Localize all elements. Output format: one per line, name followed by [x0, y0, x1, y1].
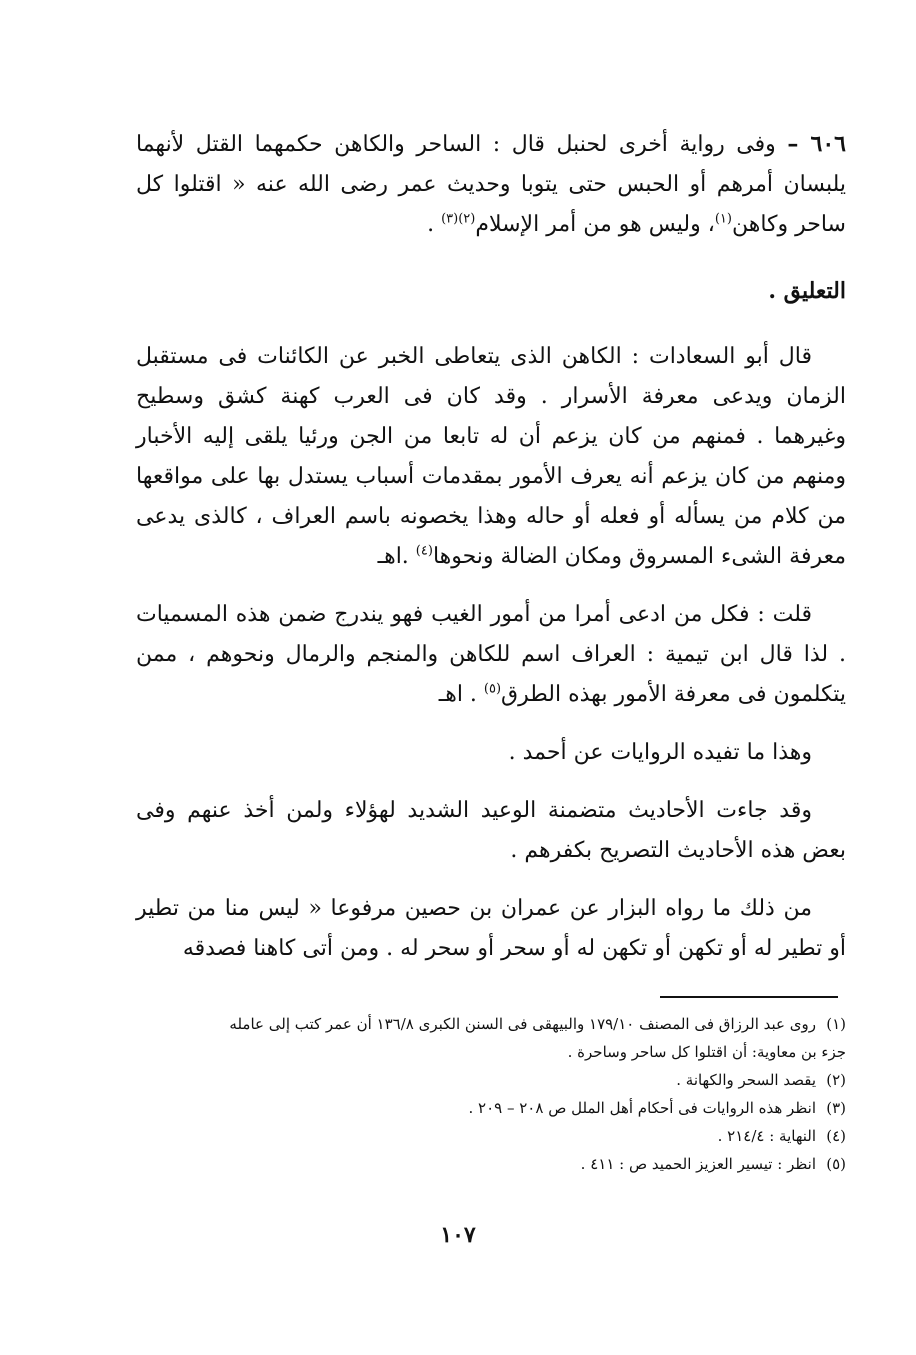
entry-606: [136, 124, 846, 245]
footnote-mark: (٤): [826, 1127, 846, 1145]
entry-text-a: وفى رواية أخرى لحنبل قال : الساحر والكاهن حكمهما القتل لأنهما يلبسان أمرهم أو الحبس حتى يتوبا وحديث عمر رضى الله عنه « اقتلوا كل ساحر وكاهن: [136, 132, 846, 237]
footnote-3: [136, 1094, 846, 1122]
footnote-ref-2-3: (٢)(٣): [441, 211, 476, 227]
entry-text-b: ، وليس هو من أمر الإسلام: [475, 212, 715, 237]
footnote-1: [136, 1010, 846, 1038]
paragraph-ahadith: وقد جاءت الأحاديث متضمنة الوعيد الشديد لهؤلاء ولمن أخذ عنهم وفى بعض هذه الأحاديث التصريح بكفرهم .: [136, 798, 846, 863]
footnote-text: انظر هذه الروايات فى أحكام أهل الملل ص ٢٠٨ – ٢٠٩ .: [468, 1099, 816, 1117]
paragraph-abu-saadat: [136, 337, 846, 577]
paragraph-text: قلت : فكل من ادعى أمرا من أمور الغيب فهو يندرج ضمن هذه المسميات . لذا قال ابن تيمية : العراف اسم للكاهن والمنجم والرمال ونحوهم ، ممن يتكلمون فى معرفة الأمور بهذه الطرق: [136, 602, 846, 707]
footnote-mark: (١): [826, 1015, 846, 1033]
footnote-4: [136, 1122, 846, 1150]
footnote-mark: (٣): [826, 1099, 846, 1117]
footnote-text: انظر : تيسير العزيز الحميد ص : ٤١١ .: [580, 1155, 816, 1173]
footnote-2: [136, 1066, 846, 1094]
paragraph-text: قال أبو السعادات : الكاهن الذى يتعاطى الخبر عن الكائنات فى مستقبل الزمان ويدعى معرفة الأسرار . وقد كان فى العرب كهنة كشق وسطيح وغيرهما . فمنهم من كان يزعم أن له تابعا من الجن ورئيا يلقى إليه الأخبار ومنهم من كان يزعم أنه يعرف الأمور بمقدمات أسباب يستدل بها على مواقعها من كلام من يسأله أو فعله أو حاله وهذا يخصونه باسم العراف ، كالذى يدعى معرفة الشىء المسروق ومكان الضالة ونحوها: [136, 344, 846, 569]
paragraph-qultu: [136, 595, 846, 715]
footnote-text: النهاية : ٢١٤/٤ .: [717, 1127, 816, 1145]
footnote-text: يقصد السحر والكهانة .: [676, 1071, 816, 1089]
footnote-ref-5: (٥): [483, 681, 502, 697]
paragraph-riwayat: وهذا ما تفيده الروايات عن أحمد .: [508, 740, 812, 765]
footnotes: [136, 1010, 846, 1178]
footnote-ref-4: (٤): [415, 543, 433, 559]
footnote-text: روى عبد الرزاق فى المصنف ١٧٩/١٠ والبيهقى فى السنن الكبرى ١٣٦/٨ أن عمر كتب إلى عامله: [229, 1015, 816, 1033]
paragraph-end: . اهـ: [438, 682, 484, 707]
paragraph-end: .اهـ: [377, 544, 416, 569]
footnote-1-continuation: جزء بن معاوية: أن اقتلوا كل ساحر وساحرة .: [567, 1043, 846, 1061]
entry-text-c: .: [427, 212, 442, 237]
footnote-ref-1: (١): [714, 211, 732, 227]
section-heading: التعليق .: [768, 278, 846, 304]
main-text-block: [136, 124, 846, 987]
footnote-mark: (٥): [826, 1155, 846, 1173]
footnote-divider: [660, 996, 838, 998]
footnote-5: [136, 1150, 846, 1178]
page-number: ١٠٧: [440, 1222, 476, 1248]
paragraph-bazzar: من ذلك ما رواه البزار عن عمران بن حصين مرفوعا « ليس منا من تطير أو تطير له أو تكهن أو تكهن له أو سحر أو سحر له . ومن أتى كاهنا فصدقه: [136, 896, 846, 961]
entry-number: ٦٠٦ –: [787, 131, 846, 157]
footnote-mark: (٢): [826, 1071, 846, 1089]
